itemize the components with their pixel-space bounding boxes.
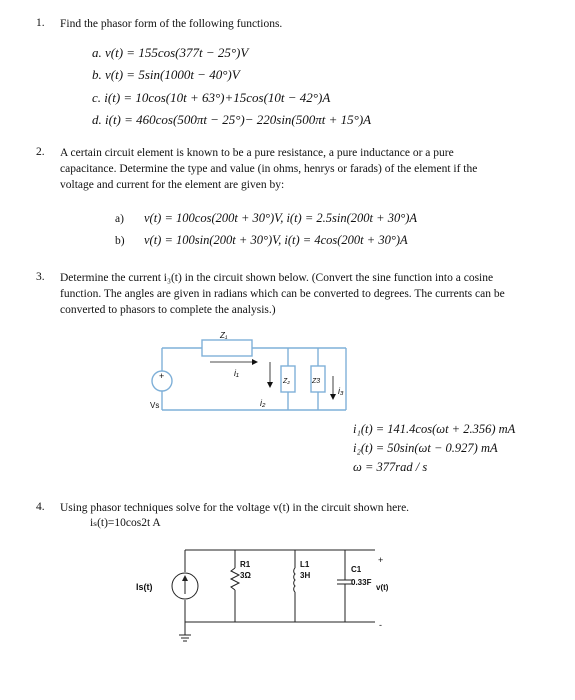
q2-label-b: b) [115,235,125,247]
z1-box [202,340,252,356]
q1-text: Find the phasor form of the following functions. [60,18,283,30]
q3-given-omega: ω = 377rad / s [353,460,428,474]
c1-label: C1 [351,565,362,574]
vs-label: Vs [150,401,160,410]
i3-label: i₃ [338,386,344,396]
i3-arrow-icon [330,394,336,400]
q2-expr-b: v(t) = 100sin(200t + 30°)V, i(t) = 4cos(200t + 30°)A [144,233,408,247]
q3-given-i2: i₂(t) = 50sin(ωt − 0.927) mA [353,441,498,455]
vs-plus: + [159,371,165,381]
q2-expr-a: v(t) = 100cos(200t + 30°)V, i(t) = 2.5sin(200t + 30°)A [144,211,417,225]
q2-label-a: a) [115,213,124,225]
q4-circuit [130,538,410,648]
q1-number: 1. [36,17,45,29]
q4-text: Using phasor techniques solve for the voltage v(t) in the circuit shown here. [60,502,410,514]
i2-label: i₂ [260,398,266,408]
q3-line-3: converted to phasors to complete the analysis.) [60,304,276,316]
vout-plus: + [378,555,384,565]
q3-given-i1: i₁(t) = 141.4cos(ωt + 2.356) mA [353,422,516,436]
r1-value: 3Ω [240,571,251,580]
vout-minus: - [379,620,382,630]
is-label: Is(t) [136,582,153,592]
q2-line-1: A certain circuit element is known to be a pure resistance, a pure inductance or a pure [60,147,454,159]
q4-given: iₛ(t)=10cos2t A [90,517,161,529]
q3-line-2: function. The angles are given in radians which can be converted to degrees. The currents can be [60,288,505,300]
i1-label: i₁ [234,368,239,378]
l1-label: L1 [300,560,310,569]
q3-line-1: Determine the current i₃(t) in the circuit shown below. (Convert the sine function into a cosine [60,272,494,284]
q4-number: 4. [36,501,45,513]
q1-item-b: b. v(t) = 5sin(1000t − 40°)V [92,67,240,82]
q3-circuit [140,330,370,430]
q3-number: 3. [36,271,45,283]
z3-label: Z3 [312,378,321,385]
i2-arrow-icon [267,382,273,388]
z1-label: Z₁ [220,331,228,340]
q1-item-a: a. v(t) = 155cos(377t − 25°)V [92,45,249,60]
q2-line-3: voltage and current for the element are given by: [60,179,285,191]
l1-value: 3H [300,571,311,580]
c1-value: 0.33F [351,578,372,587]
r1-label: R1 [240,560,251,569]
z2-label: Z₂ [283,378,290,385]
q2-line-2: capacitance. Determine the type and value (in ohms, henrys or farads) of the element if the [60,163,478,175]
q1-item-d: d. i(t) = 460cos(500πt − 25°)− 220sin(500πt + 15°)A [92,112,372,127]
q1-item-c: c. i(t) = 10cos(10t + 63°)+15cos(10t − 42°)A [92,90,331,105]
i1-arrow-icon [252,359,258,365]
q2-number: 2. [36,146,45,158]
vout-label: v(t) [376,583,389,592]
